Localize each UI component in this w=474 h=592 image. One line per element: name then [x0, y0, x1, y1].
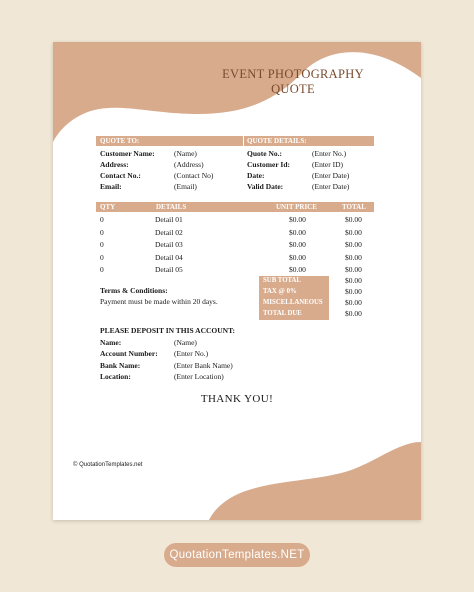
document-subtitle: QUOTE	[271, 82, 315, 96]
address-label: Address:	[100, 160, 129, 169]
valid-date-label: Valid Date:	[247, 182, 284, 191]
row-qty: 0	[100, 253, 104, 262]
website-badge[interactable]: QuotationTemplates.NET	[164, 543, 310, 567]
row-unit-price: $0.00	[289, 215, 306, 224]
row-qty: 0	[100, 265, 104, 274]
customer-id-value: (Enter ID)	[312, 160, 344, 169]
quote-document	[53, 42, 421, 520]
quote-to-heading: QUOTE TO:	[100, 137, 140, 145]
valid-date-value: (Enter Date)	[312, 182, 350, 191]
address-value: (Address)	[174, 160, 204, 169]
contact-label: Contact No.:	[100, 171, 141, 180]
column-unit-price: UNIT PRICE	[276, 203, 317, 211]
row-total: $0.00	[345, 215, 362, 224]
column-details: DETAILS	[156, 203, 187, 211]
customer-id-label: Customer Id:	[247, 160, 290, 169]
row-detail: Detail 03	[155, 240, 183, 249]
deposit-name-label: Name:	[100, 338, 122, 347]
terms-heading: Terms & Conditions:	[100, 286, 168, 295]
row-qty: 0	[100, 228, 104, 237]
row-detail: Detail 05	[155, 265, 183, 274]
date-label: Date:	[247, 171, 265, 180]
row-qty: 0	[100, 240, 104, 249]
tax-value: $0.00	[345, 287, 362, 296]
subtotal-value: $0.00	[345, 276, 362, 285]
miscellaneous-label: MISCELLANEOUS	[263, 299, 323, 306]
account-number-label: Account Number:	[100, 349, 158, 358]
total-due-value: $0.00	[345, 309, 362, 318]
subtotal-label: SUB TOTAL	[263, 277, 301, 284]
total-due-label: TOTAL DUE	[263, 310, 302, 317]
quote-no-value: (Enter No.)	[312, 149, 347, 158]
customer-name-value: (Name)	[174, 149, 197, 158]
quote-no-label: Quote No.:	[247, 149, 282, 158]
quote-details-heading: QUOTE DETAILS:	[247, 137, 307, 145]
row-detail: Detail 02	[155, 228, 183, 237]
email-label: Email:	[100, 182, 122, 191]
row-total: $0.00	[345, 253, 362, 262]
row-total: $0.00	[345, 228, 362, 237]
column-qty: QTY	[100, 203, 116, 211]
row-detail: Detail 01	[155, 215, 183, 224]
row-qty: 0	[100, 215, 104, 224]
bank-name-label: Bank Name:	[100, 361, 141, 370]
customer-name-label: Customer Name:	[100, 149, 155, 158]
deposit-heading: PLEASE DEPOSIT IN THIS ACCOUNT:	[100, 326, 236, 335]
row-total: $0.00	[345, 240, 362, 249]
terms-text: Payment must be made within 20 days.	[100, 297, 218, 306]
document-title: EVENT PHOTOGRAPHY	[222, 67, 364, 81]
location-value: (Enter Location)	[174, 372, 224, 381]
column-total: TOTAL	[342, 203, 366, 211]
contact-value: (Contact No)	[174, 171, 214, 180]
row-detail: Detail 04	[155, 253, 183, 262]
items-table-header	[96, 202, 374, 212]
bank-name-value: (Enter Bank Name)	[174, 361, 233, 370]
quote-details-band	[244, 136, 374, 146]
quote-to-band	[96, 136, 243, 146]
row-unit-price: $0.00	[289, 253, 306, 262]
copyright-text: © QuotationTemplates.net	[73, 462, 143, 468]
thank-you-text: THANK YOU!	[200, 393, 274, 405]
deposit-name-value: (Name)	[174, 338, 197, 347]
date-value: (Enter Date)	[312, 171, 350, 180]
bottom-wave-shape	[209, 442, 421, 520]
miscellaneous-value: $0.00	[345, 298, 362, 307]
row-unit-price: $0.00	[289, 240, 306, 249]
decorative-waves	[53, 42, 421, 520]
tax-label: TAX @ 0%	[263, 288, 297, 295]
row-unit-price: $0.00	[289, 228, 306, 237]
account-number-value: (Enter No.)	[174, 349, 209, 358]
location-label: Location:	[100, 372, 131, 381]
email-value: (Email)	[174, 182, 197, 191]
row-unit-price: $0.00	[289, 265, 306, 274]
row-total: $0.00	[345, 265, 362, 274]
